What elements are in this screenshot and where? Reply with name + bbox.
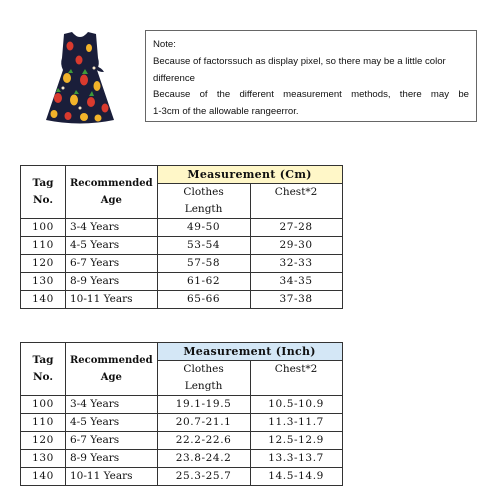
chest-cell: 14.5-14.9 <box>250 468 342 486</box>
age-cell: 10-11 Years <box>66 291 158 309</box>
tag-cell: 140 <box>21 468 66 486</box>
tag-cell: 100 <box>21 396 66 414</box>
header-tag: Tag No. <box>21 166 66 219</box>
chest-cell: 13.3-13.7 <box>250 450 342 468</box>
chest-cell: 10.5-10.9 <box>250 396 342 414</box>
age-cell: 6-7 Years <box>66 432 158 450</box>
length-cell: 23.8-24.2 <box>157 450 250 468</box>
table-row <box>21 273 343 291</box>
note-title: Note: <box>153 39 176 50</box>
table-row <box>21 414 343 432</box>
note-line-range: 1-3cm of the allowable rangeerror. <box>153 106 299 118</box>
age-cell: 8-9 Years <box>66 273 158 291</box>
length-cell: 19.1-19.5 <box>157 396 250 414</box>
chest-cell: 34-35 <box>250 273 342 291</box>
tag-cell: 130 <box>21 450 66 468</box>
table-row <box>21 396 343 414</box>
table-row <box>21 450 343 468</box>
header-tag: Tag No. <box>21 343 66 396</box>
note-box <box>145 30 477 122</box>
table-row <box>21 291 343 309</box>
header-chest: Chest*2 <box>250 184 342 219</box>
header-measurement: Measurement (Inch) <box>157 343 342 361</box>
header-age: Recommended Age <box>66 343 158 396</box>
table-row <box>21 237 343 255</box>
table-row <box>21 432 343 450</box>
age-cell: 3-4 Years <box>66 396 158 414</box>
age-cell: 3-4 Years <box>66 219 158 237</box>
product-thumbnail <box>34 28 126 128</box>
header-age: Recommended Age <box>66 166 158 219</box>
age-cell: 6-7 Years <box>66 255 158 273</box>
table-row <box>21 255 343 273</box>
chest-cell: 11.3-11.7 <box>250 414 342 432</box>
tag-cell: 120 <box>21 255 66 273</box>
length-cell: 65-66 <box>157 291 250 309</box>
chest-cell: 27-28 <box>250 219 342 237</box>
tag-cell: 100 <box>21 219 66 237</box>
tag-cell: 130 <box>21 273 66 291</box>
note-line-difference: difference <box>153 72 195 84</box>
age-cell: 4-5 Years <box>66 237 158 255</box>
length-cell: 20.7-21.1 <box>157 414 250 432</box>
dress-image <box>34 28 126 128</box>
header-measurement: Measurement (Cm) <box>157 166 342 184</box>
age-cell: 4-5 Years <box>66 414 158 432</box>
size-table-cm <box>20 165 343 309</box>
header-chest: Chest*2 <box>250 361 342 396</box>
header-clothes-length: Clothes Length <box>157 361 250 396</box>
length-cell: 57-58 <box>157 255 250 273</box>
chest-cell: 29-30 <box>250 237 342 255</box>
tag-cell: 120 <box>21 432 66 450</box>
table-row <box>21 468 343 486</box>
length-cell: 25.3-25.7 <box>157 468 250 486</box>
note-line-color: Because of factorssuch as display pixel, so there may be a little color <box>153 55 446 67</box>
length-cell: 53-54 <box>157 237 250 255</box>
table-row <box>21 219 343 237</box>
chest-cell: 12.5-12.9 <box>250 432 342 450</box>
size-table-inch <box>20 342 343 486</box>
tag-cell: 110 <box>21 414 66 432</box>
tag-cell: 110 <box>21 237 66 255</box>
header-clothes-length: Clothes Length <box>157 184 250 219</box>
chest-cell: 32-33 <box>250 255 342 273</box>
age-cell: 10-11 Years <box>66 468 158 486</box>
age-cell: 8-9 Years <box>66 450 158 468</box>
chest-cell: 37-38 <box>250 291 342 309</box>
length-cell: 49-50 <box>157 219 250 237</box>
note-line-measurement: Because of the different measurement methods, there may be <box>153 89 469 101</box>
length-cell: 22.2-22.6 <box>157 432 250 450</box>
length-cell: 61-62 <box>157 273 250 291</box>
tag-cell: 140 <box>21 291 66 309</box>
